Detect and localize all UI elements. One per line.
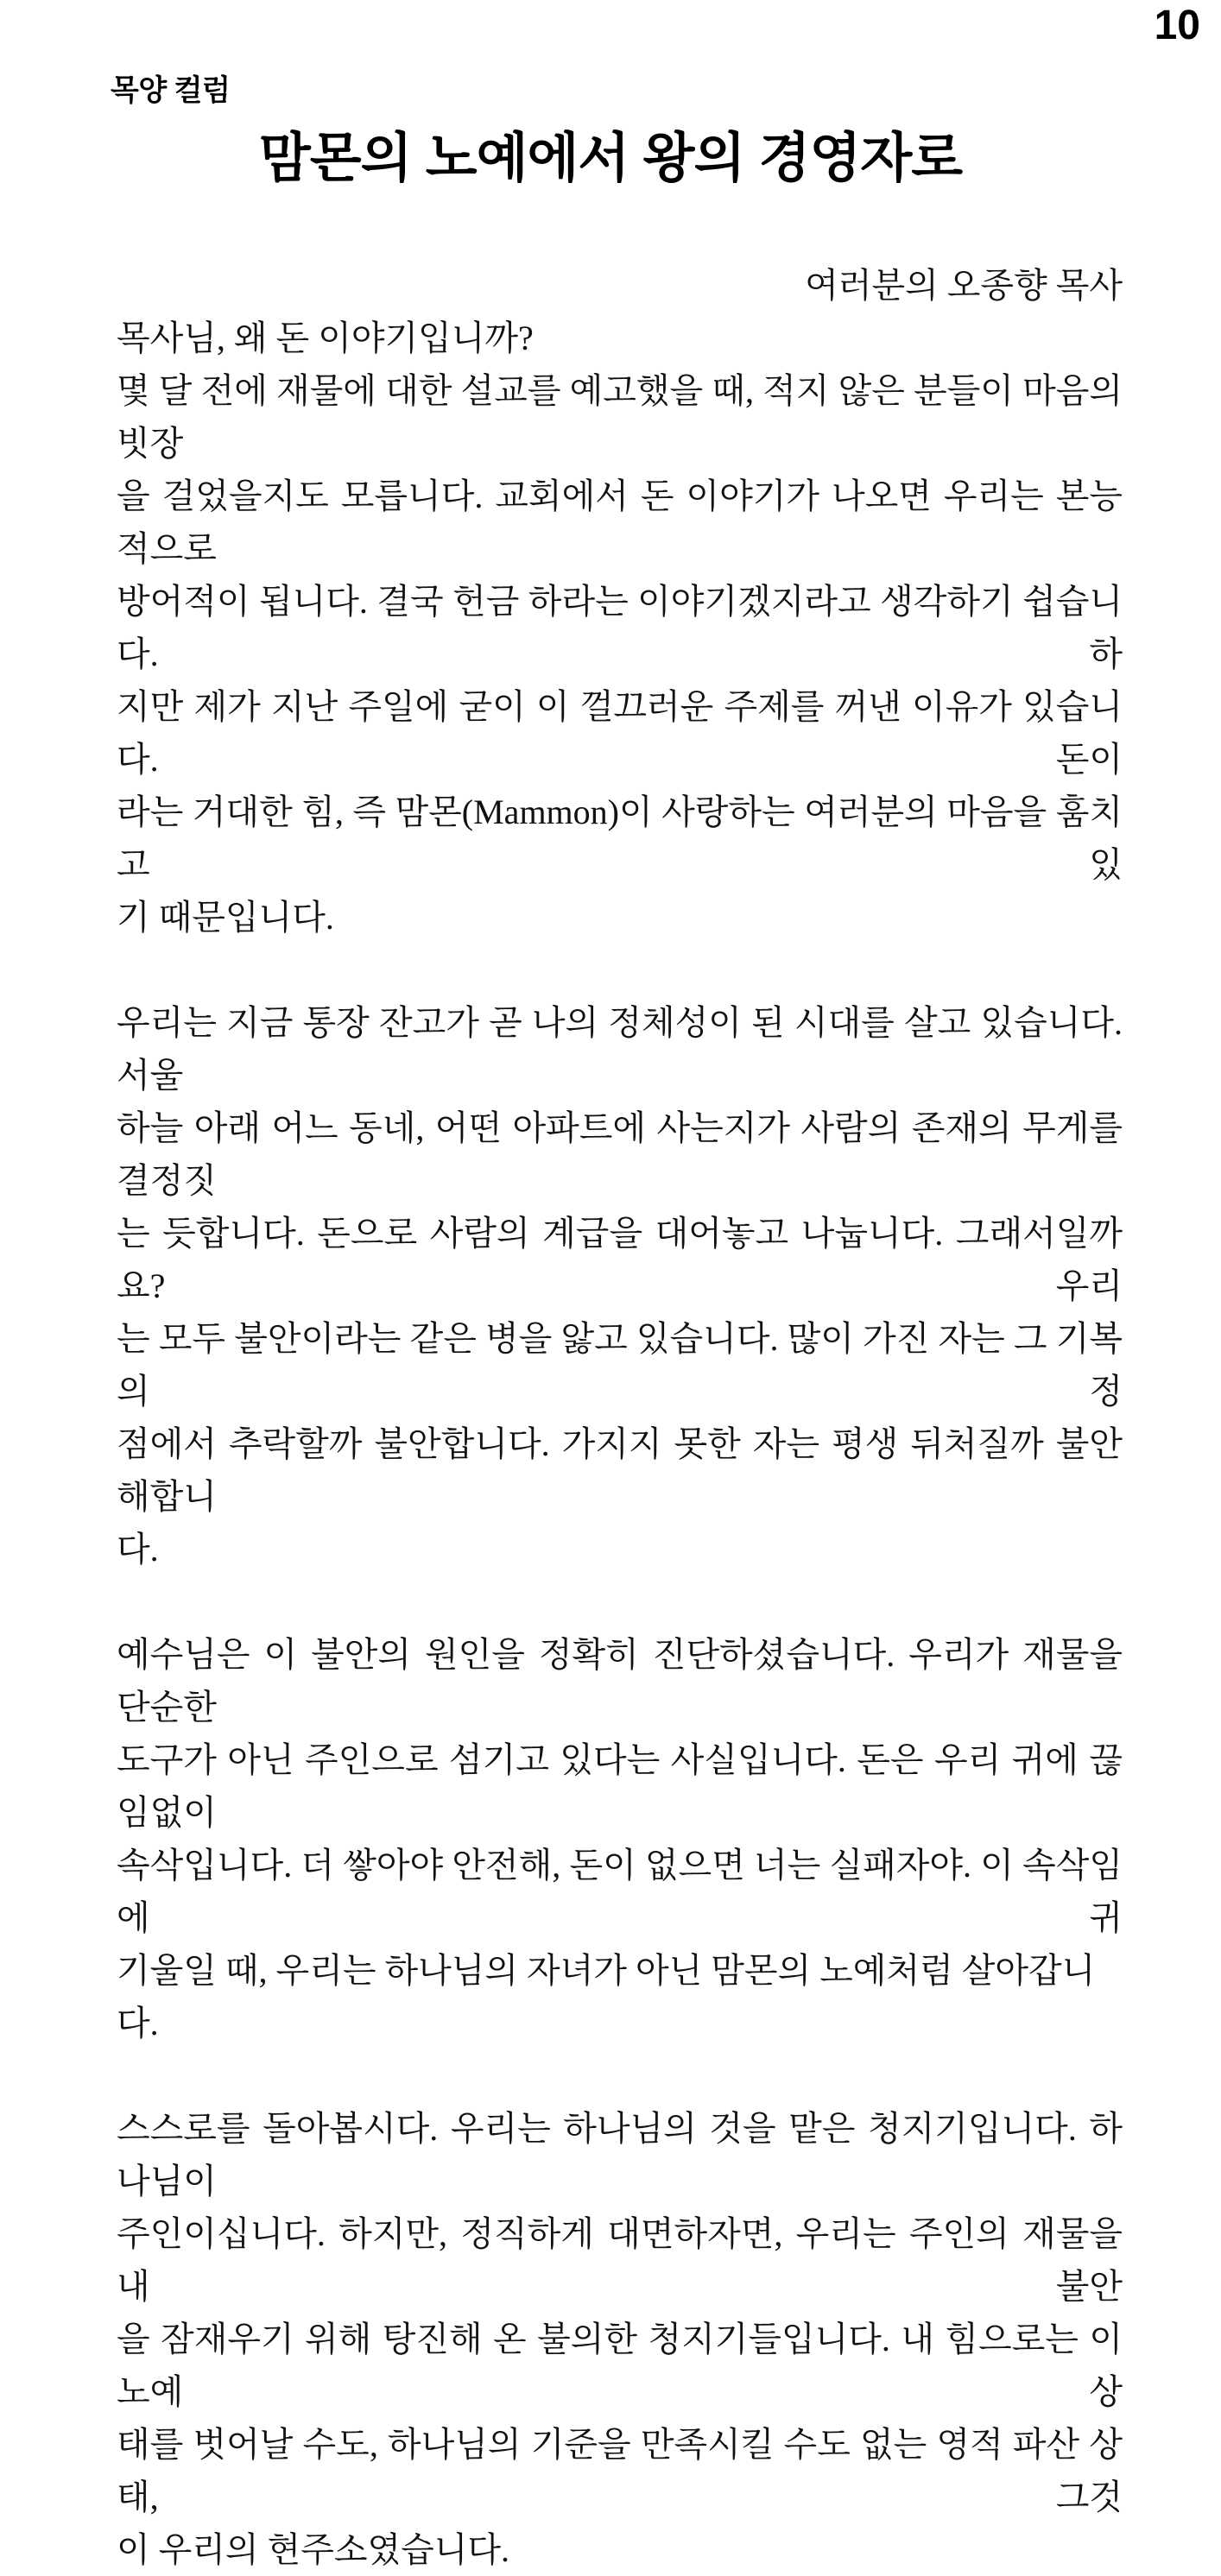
text-line: 다.	[117, 1530, 159, 1569]
text-line: 을 걸었을지도 모릅니다. 교회에서 돈 이야기가 나오면 우리는 본능적으로	[117, 477, 1123, 568]
byline: 여러분의 오종향 목사	[805, 266, 1123, 305]
page-number: 10	[1154, 3, 1200, 48]
text-line: 기울일 때, 우리는 하나님의 자녀가 아닌 맘몬의 노예처럼 살아갑니다.	[117, 1951, 1096, 2042]
article-body	[117, 259, 1123, 2576]
text-line: 몇 달 전에 재물에 대한 설교를 예고했을 때, 적지 않은 분들이 마음의 빗장	[117, 371, 1123, 463]
text-line: 는 모두 불안이라는 같은 병을 앓고 있습니다. 많이 가진 자는 그 기복의 정	[117, 1319, 1123, 1411]
text-line: 지만 제가 지난 주일에 굳이 이 껄끄러운 주제를 꺼낸 이유가 있습니다. 돈이	[117, 687, 1123, 779]
text-line: 이 우리의 현주소였습니다.	[117, 2530, 510, 2569]
text-line: 스스로를 돌아봅시다. 우리는 하나님의 것을 맡은 청지기입니다. 하나님이	[117, 2109, 1123, 2200]
paragraph	[117, 996, 1123, 1575]
text-line: 우리는 지금 통장 잔고가 곧 나의 정체성이 된 시대를 살고 있습니다. 서울	[117, 1003, 1123, 1095]
text-line: 도구가 아닌 주인으로 섬기고 있다는 사실입니다. 돈은 우리 귀에 끊임없이	[117, 1740, 1123, 1832]
text-line: 목사님, 왜 돈 이야기입니까?	[117, 319, 534, 357]
paragraph	[117, 2102, 1123, 2576]
text-line: 태를 벗어날 수도, 하나님의 기준을 만족시킬 수도 없는 영적 파산 상태, 그것	[117, 2425, 1123, 2516]
text-line: 주인이십니다. 하지만, 정직하게 대면하자면, 우리는 주인의 재물을 내 불안	[117, 2214, 1123, 2306]
text-line: 라는 거대한 힘, 즉 맘몬(Mammon)이 사랑하는 여러분의 마음을 훔치고 있	[117, 792, 1123, 884]
text-line: 는 듯합니다. 돈으로 사람의 계급을 대어놓고 나눕니다. 그래서일까요? 우리	[117, 1214, 1123, 1305]
text-line: 방어적이 됩니다. 결국 헌금 하라는 이야기겠지라고 생각하기 쉽습니다. 하	[117, 582, 1123, 673]
section-label: 목양 컬럼	[111, 74, 231, 107]
paragraph	[117, 1628, 1123, 2049]
paragraph	[117, 312, 1123, 944]
text-line: 점에서 추락할까 불안합니다. 가지지 못한 자는 평생 뒤처질까 불안해합니	[117, 1424, 1123, 1516]
text-line: 속삭입니다. 더 쌓아야 안전해, 돈이 없으면 너는 실패자야. 이 속삭임에 귀	[117, 1846, 1123, 1937]
text-line: 기 때문입니다.	[117, 898, 334, 937]
text-line: 하늘 아래 어느 동네, 어떤 아파트에 사는지가 사람의 존재의 무게를 결정짓	[117, 1108, 1123, 1200]
text-line: 을 잠재우기 위해 탕진해 온 불의한 청지기들입니다. 내 힘으로는 이 노예 상	[117, 2320, 1123, 2411]
text-line: 예수님은 이 불안의 원인을 정확히 진단하셨습니다. 우리가 재물을 단순한	[117, 1635, 1123, 1727]
article-title: 맘몬의 노예에서 왕의 경영자로	[258, 129, 963, 188]
